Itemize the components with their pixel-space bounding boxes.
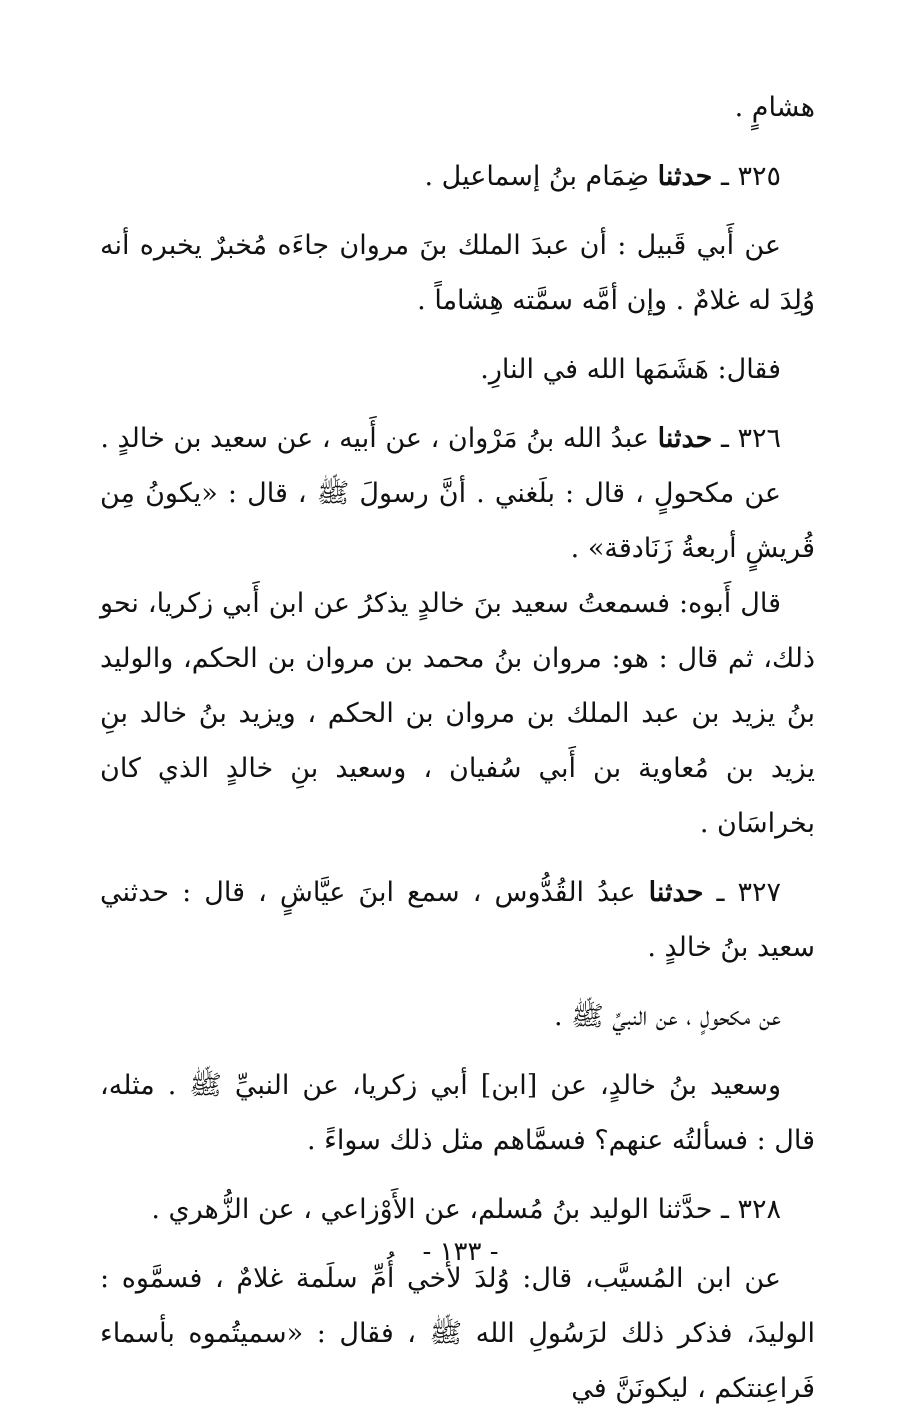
page-number: - ١٣٣ - xyxy=(422,1237,499,1267)
paragraph-text: عن أَبي قَبيل : أن عبدَ الملك بنَ مروان جاءَه مُخبرٌ يخبره أنه وُلِدَ له غلامٌ . وإن أمَّه سمَّته هِشاماً . xyxy=(100,230,815,316)
paragraph-text: وسعيد بنُ خالدٍ، عن [ابن] أبي زكريا، عن النبيِّ ﷺ . مثله، قال : فسألتُه عنهم؟ فسمَّاهم مثل ذلك سواءً . xyxy=(100,1070,815,1156)
document-page xyxy=(100,80,815,1404)
hadith-opening-word: حدثنا xyxy=(648,877,704,908)
paragraph-text: عن ابن المُسيَّب، قال: وُلدَ لأخي أُمِّ سلَمة غلامٌ ، فسمَّوه : الوليدَ، فذكر ذلك لرَسُولِ الله ﷺ ، فقال : «سميتُموه بأسماء فَراعِنتكم ، ليكونَنَّ في xyxy=(100,1263,815,1404)
hadith-325-saying xyxy=(100,342,815,397)
hadith-327-commentary xyxy=(100,1058,815,1168)
hadith-chain-text: عبدُ القُدُّوس ، سمع ابنَ عيَّاشٍ ، قال : حدثني سعيد بنُ خالدٍ . xyxy=(100,877,815,963)
paragraph-continuation xyxy=(100,80,815,135)
paragraph-text: فقال: هَشَمَها الله في النارِ. xyxy=(480,354,781,385)
paragraph-text: قال أَبوه: فسمعتُ سعيد بنَ خالدٍ يذكرُ عن ابن أَبي زكريا، نحو ذلك، ثم قال : هو: مروان بنُ محمد بن مروان بن الحكم، والوليد بنُ يزيد بن عبد الملك بن مروان بن الحكم ، ويزيد بنُ خالد بنِ يزيد بن مُعاوية بن أَبي سُفيان ، وسعيد بنِ خالدٍ الذي كان بخراسَان . xyxy=(100,588,815,839)
hadith-328-text xyxy=(100,1251,815,1416)
hadith-number: ٣٢٧ ـ xyxy=(716,877,781,908)
hadith-326-commentary xyxy=(100,576,815,851)
hadith-chain-text: عبدُ الله بنُ مَرْوان ، عن أَبيه ، عن سعيد بن خالدٍ . xyxy=(100,423,650,454)
hadith-326-heading xyxy=(100,411,815,466)
paragraph-text: هشامٍ . xyxy=(734,92,815,123)
hadith-325-text xyxy=(100,218,815,328)
paragraph-text: عن مكحولٍ ، عن النبيِّ ﷺ . xyxy=(553,1001,781,1032)
hadith-325-heading xyxy=(100,149,815,204)
hadith-327-text xyxy=(100,989,815,1044)
hadith-number: ٣٢٥ ـ xyxy=(720,161,781,192)
hadith-number: ٣٢٦ ـ xyxy=(720,423,781,454)
hadith-327-heading xyxy=(100,865,815,975)
hadith-326-text xyxy=(100,466,815,576)
paragraph-text: عن مكحولٍ ، قال : بلَغني . أنَّ رسولَ ﷺ ، قال : «يكونُ مِن قُريشٍ أربعةُ زَنَادقة» . xyxy=(100,478,815,564)
hadith-opening-word: حدثنا xyxy=(657,423,713,454)
hadith-opening-word: حدثنا xyxy=(657,161,713,192)
paragraph-text: ٣٢٨ ـ حدَّثنا الوليد بنُ مُسلم، عن الأَوْزاعي ، عن الزُّهري . xyxy=(151,1194,781,1225)
hadith-328-heading xyxy=(100,1182,815,1237)
hadith-chain-text: ضِمَام بنُ إسماعيل . xyxy=(424,161,650,192)
